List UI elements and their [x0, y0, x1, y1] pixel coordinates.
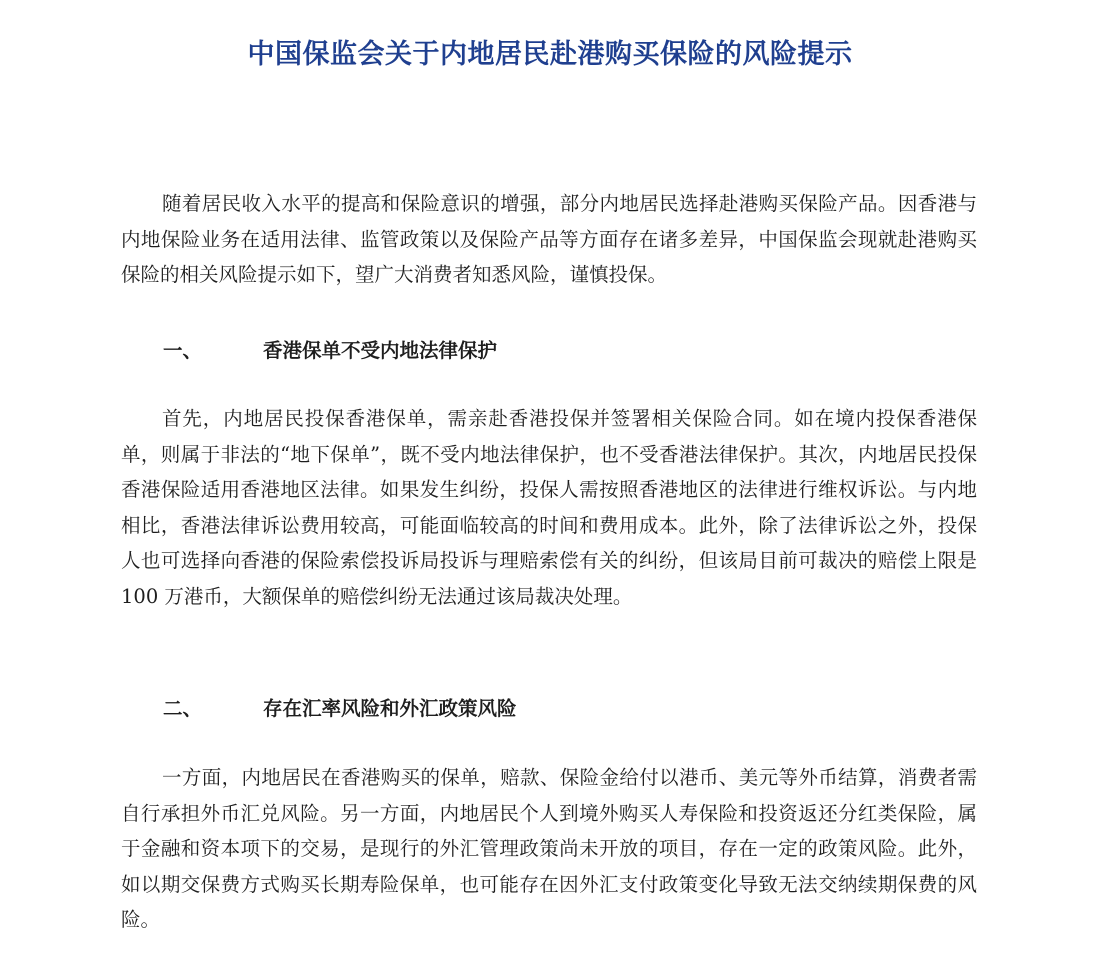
section-1-heading: [163, 335, 497, 363]
section-2-number: 二、: [163, 697, 203, 720]
section-2-title: 存在汇率风险和外汇政策风险: [263, 697, 517, 720]
intro-paragraph: 随着居民收入水平的提高和保险意识的增强，部分内地居民选择赴港购买保险产品。因香港与内地保险业务在适用法律、监管政策以及保险产品等方面存在诸多差异，中国保监会现就赴港购买保险的相关风险提示如下，望广大消费者知悉风险，谨慎投保。: [121, 192, 977, 286]
section-1-number: 一、: [163, 339, 203, 362]
section-2-body: 一方面，内地居民在香港购买的保单，赔款、保险金给付以港币、美元等外币结算，消费者需自行承担外币汇兑风险。另一方面，内地居民个人到境外购买人寿保险和投资返还分红类保险，属于金融和资本项下的交易，是现行的外汇管理政策尚未开放的项目，存在一定的政策风险。此外，如以期交保费方式购买长期寿险保单，也可能存在因外汇支付政策变化导致无法交纳续期保费的风险。: [121, 766, 977, 931]
section-2-heading: [163, 693, 517, 721]
section-1-title: 香港保单不受内地法律保护: [263, 339, 498, 362]
section-1-body: 首先，内地居民投保香港保单，需亲赴香港投保并签署相关保险合同。如在境内投保香港保单，则属于非法的“地下保单”，既不受内地法律保护，也不受香港法律保护。其次，内地居民投保香港保险适用香港地区法律。如果发生纠纷，投保人需按照香港地区的法律进行维权诉讼。与内地相比，香港法律诉讼费用较高，可能面临较高的时间和费用成本。此外，除了法律诉讼之外，投保人也可选择向香港的保险索偿投诉局投诉与理赔索偿有关的纠纷，但该局目前可裁决的赔偿上限是 100 万港币，大额保单的赔偿纠纷无法通过该局裁决处理。: [121, 407, 977, 608]
document-title: 中国保监会关于内地居民赴港购买保险的风险提示: [247, 39, 853, 70]
